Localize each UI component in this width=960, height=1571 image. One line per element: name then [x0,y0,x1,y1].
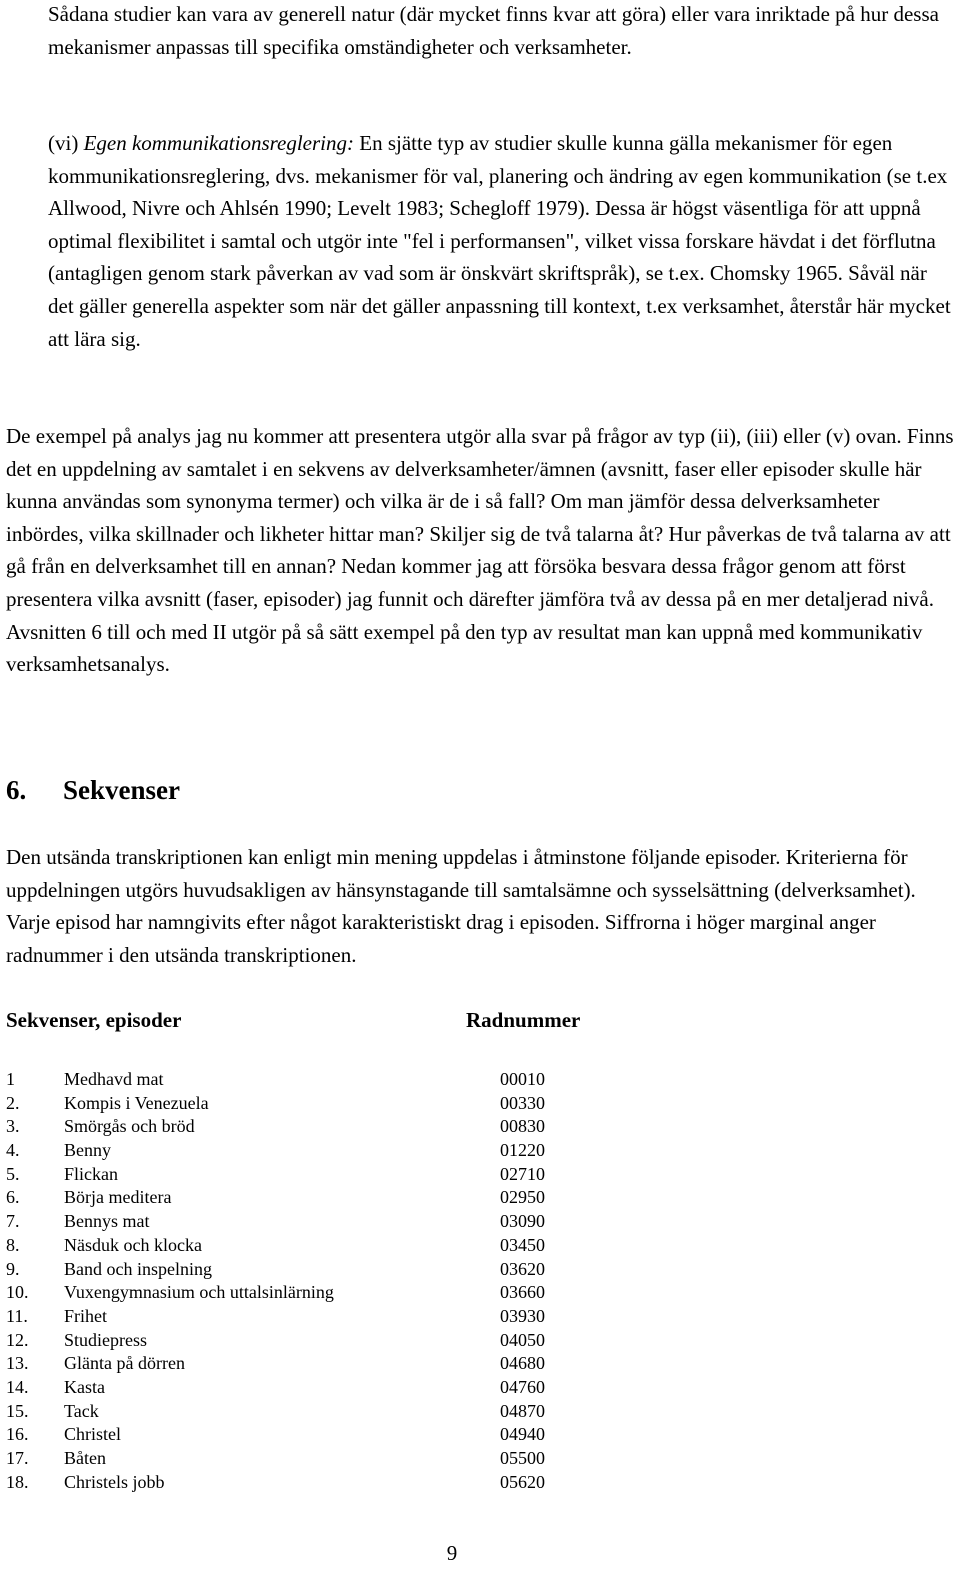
episode-number: 9. [6,1258,20,1279]
episode-number: 13. [6,1353,29,1374]
list-item [6,1423,626,1447]
episode-line-number: 03930 [500,1305,545,1326]
episode-list [6,1068,626,1494]
episode-name: Medhavd mat [64,1069,164,1089]
section-title: Sekvenser [63,775,180,805]
list-item [6,1352,626,1376]
episode-name: Flickan [64,1163,118,1184]
episode-number: 1 [6,1069,15,1089]
episode-number: 3. [6,1116,20,1137]
episode-line-number: 00830 [500,1116,545,1137]
episode-line-number: 04050 [500,1329,545,1350]
item-label-vi: (vi) [48,131,84,155]
episode-number: 10. [6,1282,29,1303]
episode-line-number: 00010 [500,1069,545,1089]
list-item [6,1068,626,1092]
episode-number: 2. [6,1092,20,1113]
episode-number: 18. [6,1471,29,1492]
episode-line-number: 02950 [500,1187,545,1208]
episode-number: 11. [6,1305,28,1326]
list-item [6,1329,626,1353]
episode-line-number: 02710 [500,1163,545,1184]
paragraph-studies-nature: Sådana studier kan vara av generell natur (där mycket finns kvar att göra) eller vara inriktade på hur dessa mekanismer anpassas till specifika omständigheter och verksamheter. [48,2,939,59]
episode-name: Christel [64,1424,121,1445]
episode-number: 14. [6,1376,29,1397]
episode-name: Båten [64,1448,106,1468]
episode-line-number: 05620 [500,1471,545,1492]
episode-number: 17. [6,1448,29,1468]
page-number: 9 [446,1541,458,1565]
list-item [6,1234,626,1258]
column-heading-episodes: Sekvenser, episoder [6,1008,182,1032]
episode-name: Glänta på dörren [64,1353,185,1374]
episode-line-number: 01220 [500,1140,545,1161]
episode-number: 5. [6,1163,20,1184]
episode-name: Christels jobb [64,1471,165,1492]
episode-line-number: 04870 [500,1400,545,1421]
episode-number: 16. [6,1424,29,1445]
episode-line-number: 04760 [500,1376,545,1397]
list-item [6,1400,626,1424]
episode-line-number: 03090 [500,1211,545,1232]
list-item [6,1305,626,1329]
episode-name: Studiepress [64,1329,147,1350]
episode-name: Börja meditera [64,1187,172,1208]
episode-name: Bennys mat [64,1211,150,1232]
list-item [6,1092,626,1116]
paragraph-transcription-intro: Den utsända transkriptionen kan enligt min mening uppdelas i åtminstone följande episoder. Kriterierna för uppdelningen utgörs huvudsakligen av hänsynstagande till samtalsämne och sysselsättning (delverksamhet). Varje episod har namngivits efter något karakteristiskt drag i episoden. Siffrorna i höger marginal anger radnummer i den utsända transkriptionen. [6,845,916,967]
episode-name: Benny [64,1140,111,1161]
list-item [6,1139,626,1163]
episode-line-number: 00330 [500,1092,545,1113]
episode-name: Kasta [64,1376,105,1397]
episode-line-number: 04940 [500,1424,545,1445]
episode-name: Band och inspelning [64,1258,212,1279]
term-self-regulation: Egen kommunikationsreglering: [83,131,354,155]
episode-number: 6. [6,1187,20,1208]
list-item [6,1471,626,1495]
list-item [6,1258,626,1282]
episode-line-number: 04680 [500,1353,545,1374]
episode-name: Vuxengymnasium och uttalsinlärning [64,1282,334,1303]
episode-number: 8. [6,1234,20,1255]
episode-line-number: 05500 [500,1448,545,1468]
list-item [6,1186,626,1210]
list-item [6,1376,626,1400]
list-item [6,1115,626,1139]
episode-line-number: 03660 [500,1282,545,1303]
section-heading [6,770,180,810]
list-item [6,1210,626,1234]
episode-name: Kompis i Venezuela [64,1092,209,1113]
list-item [6,1281,626,1305]
episode-line-number: 03450 [500,1234,545,1255]
paragraph-analysis-examples: De exempel på analys jag nu kommer att presentera utgör alla svar på frågor av typ (ii), (iii) eller (v) ovan. Finns det en uppdelning av samtalet i en sekvens av delverksamheter/ämnen (avsnitt, faser eller episoder skulle här kunna användas som synonyma termer) och vilka är de i så fall? Om man jämför dessa delverksamheter inbördes, vilka skillnader och likheter hittar man? Skiljer sig de två talarna åt? Hur påverkas de två talarna av att gå från en delverksamhet till en annan? Nedan kommer jag att försöka besvara dessa frågor genom att först presentera vilka avsnitt (faser, episoder) jag funnit och därefter jämföra två av dessa på en mer detaljerad nivå. Avsnitten 6 till och med II utgör på så sätt exempel på den typ av resultat man kan uppnå med kommunikativ verksamhetsanalys. [6,424,954,677]
paragraph-self-regulation [48,127,954,355]
list-item [6,1447,626,1471]
section-number: 6. [6,775,27,805]
episode-name: Tack [64,1400,99,1421]
episode-name: Smörgås och bröd [64,1116,195,1137]
episode-number: 4. [6,1140,20,1161]
paragraph-self-regulation-body: En sjätte typ av studier skulle kunna gälla mekanismer för egen kommunikationsreglering, dvs. mekanismer för val, planering och ändring av egen kommunikation (se t.ex Allwood, Nivre och Ahlsén 1990; Levelt 1983; Schegloff 1979). Dessa är högst väsentliga för att uppnå optimal flexibilitet i samtal och utgör inte "fel i performansen", vilket vissa forskare hävdat i det förflutna (antagligen genom stark påverkan av vad som är önskvärt skriftspråk), se t.ex. Chomsky 1965. Såväl när det gäller generella aspekter som när det gäller anpassning till kontext, t.ex verksamhet, återstår här mycket att lära sig. [48,131,951,351]
episode-number: 7. [6,1211,20,1232]
episode-line-number: 03620 [500,1258,545,1279]
episode-name: Frihet [64,1305,107,1326]
column-heading-line-numbers: Radnummer [466,1008,581,1032]
episode-number: 15. [6,1400,29,1421]
episode-name: Näsduk och klocka [64,1234,202,1255]
list-item [6,1163,626,1187]
episode-number: 12. [6,1329,29,1350]
